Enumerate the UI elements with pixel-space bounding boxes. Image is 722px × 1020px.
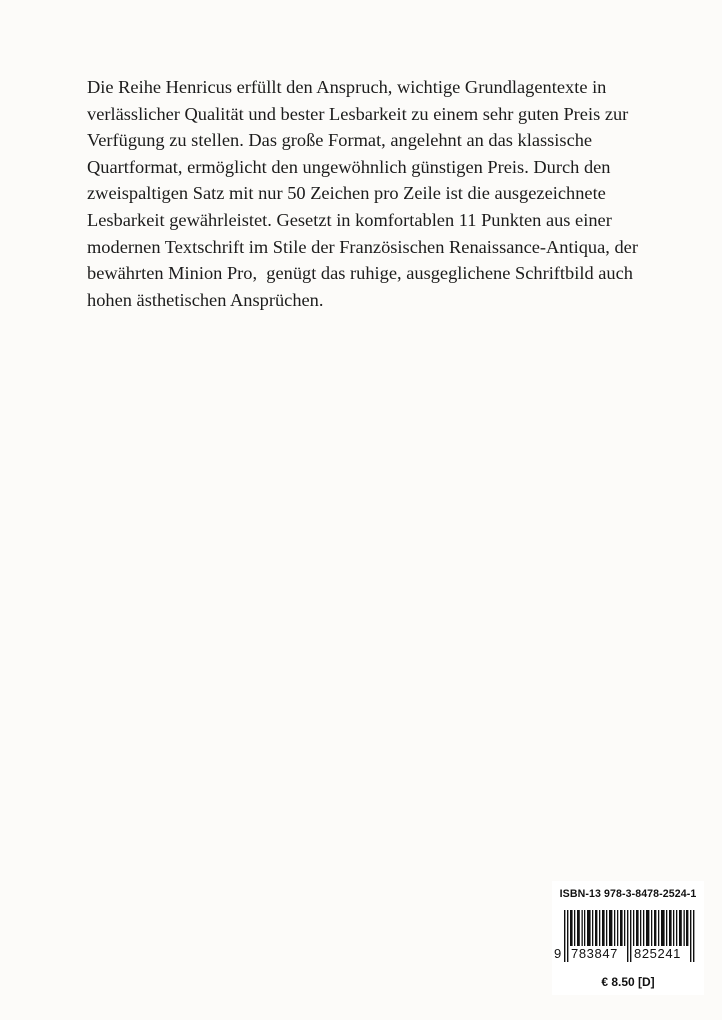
isbn-text: ISBN-13 978-3-8478-2524-1: [559, 888, 697, 900]
blurb-line: zweispaltigen Satz mit nur 50 Zeichen pro Zeile ist die ausgezeichnete: [87, 183, 606, 204]
isbn-barcode-label: [552, 881, 704, 995]
barcode-digit-prefix: 9: [554, 946, 562, 961]
blurb-line: modernen Textschrift im Stile der Französischen Renaissance-Antiqua, der: [87, 236, 638, 257]
blurb-line: Verfügung zu stellen. Das große Format, angelehnt an das klassische: [87, 130, 593, 151]
blurb-line: Lesbarkeit gewährleistet. Gesetzt in komfortablen 11 Punkten aus einer: [87, 209, 612, 230]
barcode-digits: [552, 910, 704, 962]
blurb-line: verlässlicher Qualität und bester Lesbarkeit zu einem sehr guten Preis zur: [87, 103, 629, 124]
blurb-line: Quartformat, ermöglicht den ungewöhnlich günstigen Preis. Durch den: [87, 156, 611, 177]
barcode-digits-left: 783847: [571, 946, 618, 961]
blurb-line: bewährten Minion Pro, genügt das ruhige, ausgeglichene Schriftbild auch: [87, 263, 633, 284]
barcode-digits-right: 825241: [634, 946, 681, 961]
price-text: € 8.50 [D]: [601, 975, 655, 989]
barcode: [552, 910, 704, 962]
back-cover-blurb: [87, 74, 647, 313]
blurb-line: hohen ästhetischen Ansprüchen.: [87, 289, 324, 310]
blurb-line: Die Reihe Henricus erfüllt den Anspruch, wichtige Grundlagentexte in: [87, 77, 607, 97]
